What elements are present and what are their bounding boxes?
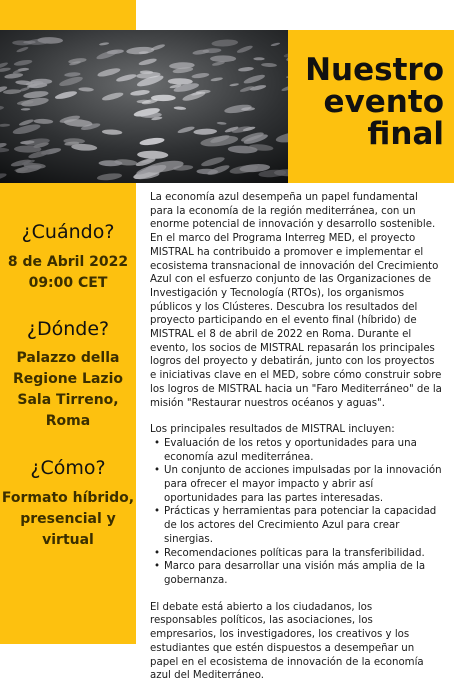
how-line: presencial y xyxy=(20,511,116,527)
list-item: • Recomendaciones políticas para la transferibilidad. xyxy=(164,547,442,561)
list-item: • Marco para desarrollar una visión más amplia de la gobernanza. xyxy=(164,560,442,587)
how-line: Formato híbrido, xyxy=(1,490,135,506)
fish-shape xyxy=(151,95,176,101)
how-heading: ¿Cómo? xyxy=(30,457,106,479)
when-time: 09:00 CET xyxy=(28,275,108,291)
fish-school-photo xyxy=(0,30,320,183)
list-item: • Prácticas y herramientas para potenciar la capacidad de los actores del Crecimiento Azul para crear sinergias. xyxy=(164,505,442,546)
results-list xyxy=(150,437,442,588)
title-line: final xyxy=(367,116,444,152)
where-line: Roma xyxy=(45,413,91,429)
title-line: evento xyxy=(323,84,444,120)
where-section xyxy=(0,318,136,432)
when-section xyxy=(0,221,136,294)
title-line: Nuestro xyxy=(305,52,444,88)
when-date: 8 de Abril 2022 xyxy=(7,254,129,270)
how-line: virtual xyxy=(42,532,94,548)
intro-paragraph: La economía azul desempeña un papel fundamental para la economía de la región mediterránea, con un enorme potencial de innovación y desarrollo sostenible. En el marco del Programa Interreg MED, el proyecto MISTRAL ha contribuido a promover e implementar el ecosistema transnacional de innovación del Crecimiento Azul con el esfuerzo conjunto de las Organizaciones de Investigación y Tecnología (RTOs), los organismos públicos y los Clústeres. Descubra los resultados del proyecto participando en el evento final (híbrido) de MISTRAL el 8 de abril de 2022 en Roma. Durante el evento, los socios de MISTRAL repasarán los principales logros del proyecto y debatirán, junto con los proyectos e iniciativas clave en el MED, sobre cómo construir sobre los logros de MISTRAL hacia un "Faro Mediterráneo" de la misión "Restaurar nuestros océanos y aguas". xyxy=(150,192,442,409)
event-title xyxy=(305,54,444,150)
where-line: Sala Tirreno, xyxy=(17,392,119,408)
list-item: • Un conjunto de acciones impulsadas por la innovación para ofrecer el mayor impacto y abrir así oportunidades para las partes interesadas. xyxy=(164,464,442,505)
where-heading: ¿Dónde? xyxy=(26,318,110,340)
closing-paragraph: El debate está abierto a los ciudadanos, los responsables políticos, las asociaciones, los empresarios, los investigadores, los creativos y los estudiantes que estén dispuestos a desempeñar un papel en el ecosistema de innovación de la economía azul del Mediterráneo. xyxy=(150,601,424,682)
description-body xyxy=(150,191,442,683)
where-line: Palazzo della xyxy=(16,350,120,366)
when-heading: ¿Cuándo? xyxy=(21,221,115,243)
where-line: Regione Lazio xyxy=(13,371,123,387)
top-white-band xyxy=(136,0,454,30)
results-heading: Los principales resultados de MISTRAL incluyen: xyxy=(150,424,395,436)
how-section xyxy=(0,457,136,551)
list-item: • Evaluación de los retos y oportunidades para una economía azul mediterránea. xyxy=(164,437,442,464)
fish-shape xyxy=(210,55,236,62)
